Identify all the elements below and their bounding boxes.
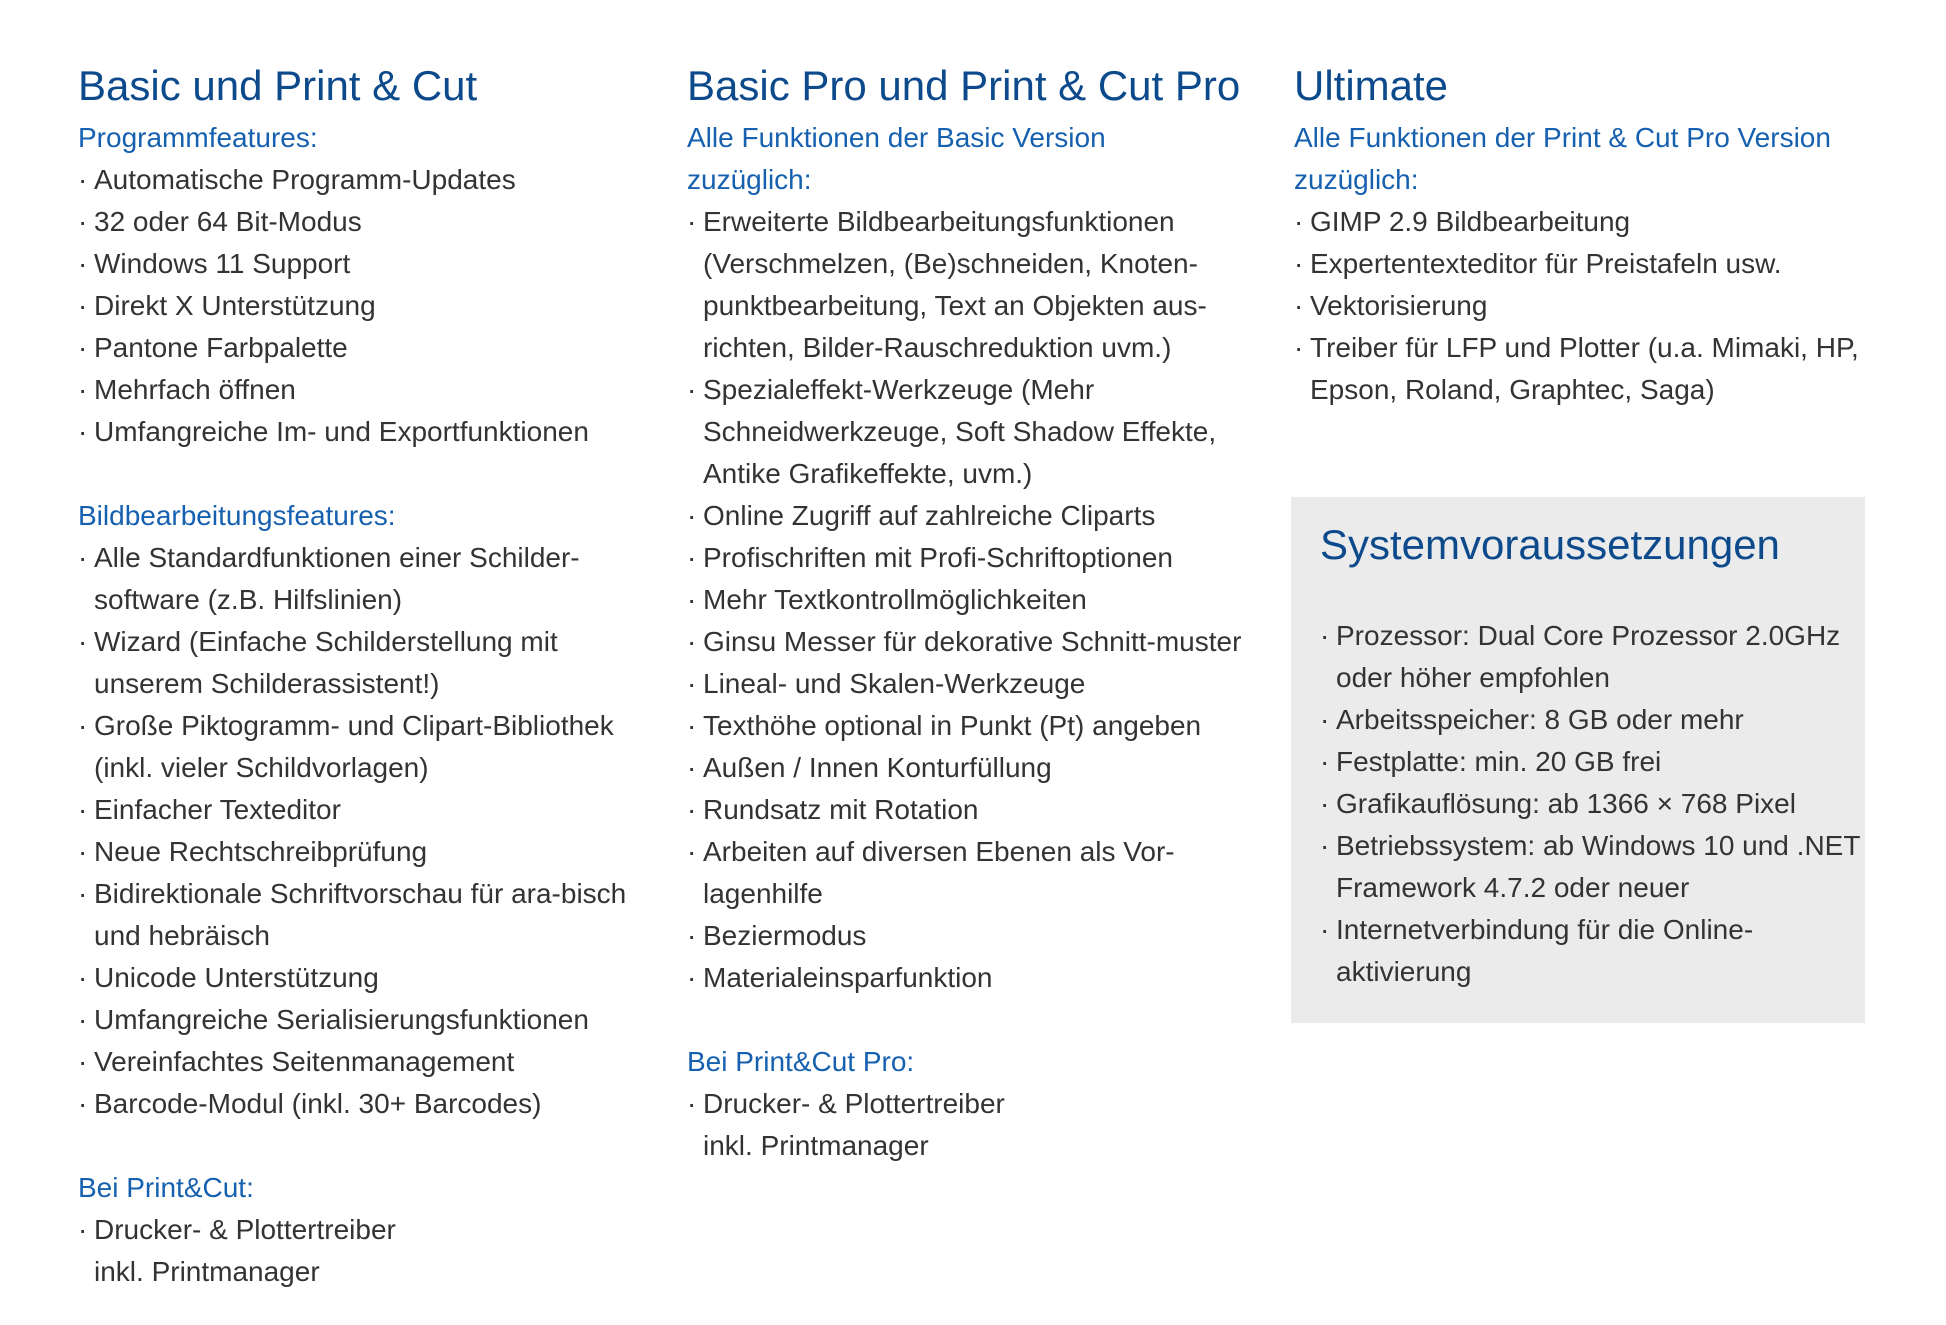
system-requirements-title: Systemvoraussetzungen — [1320, 521, 1780, 568]
list-item: · Große Piktogramm- und Clipart-Bibliothek (inkl. vieler Schildvorlagen) — [78, 705, 668, 789]
basic-printcut-heading: Bei Print&Cut: — [78, 1172, 254, 1203]
basic-image-features-heading: Bildbearbeitungsfeatures: — [78, 500, 396, 531]
list-item: · Grafikauflösung: ab 1366 × 768 Pixel — [1320, 783, 1860, 825]
list-item: · Internetverbindung für die Online-aktivierung — [1320, 909, 1860, 993]
list-item: · Online Zugriff auf zahlreiche Cliparts — [687, 495, 1267, 537]
basic-printcut-list — [78, 1209, 438, 1293]
list-item: · Arbeitsspeicher: 8 GB oder mehr — [1320, 699, 1860, 741]
system-requirements-box — [1291, 497, 1865, 1023]
list-item: · Mehr Textkontrollmöglichkeiten — [687, 579, 1267, 621]
list-item: · Festplatte: min. 20 GB frei — [1320, 741, 1860, 783]
list-item: · Spezialeffekt-Werkzeuge (Mehr Schneidwerkzeuge, Soft Shadow Effekte, Antike Grafikeffekte, uvm.) — [687, 369, 1267, 495]
pro-features-list — [687, 201, 1267, 999]
list-item: · Vereinfachtes Seitenmanagement — [78, 1041, 668, 1083]
list-item: · Pantone Farbpalette — [78, 327, 668, 369]
list-item: · Beziermodus — [687, 915, 1267, 957]
list-item: · Umfangreiche Serialisierungsfunktionen — [78, 999, 668, 1041]
pro-printcut-heading: Bei Print&Cut Pro: — [687, 1046, 915, 1077]
list-item: · Betriebssystem: ab Windows 10 und .NET Framework 4.7.2 oder neuer — [1320, 825, 1860, 909]
list-item: · Mehrfach öffnen — [78, 369, 668, 411]
list-item: · Drucker- & Plottertreiber inkl. Printmanager — [78, 1209, 438, 1293]
list-item: · Rundsatz mit Rotation — [687, 789, 1267, 831]
list-item: · Unicode Unterstützung — [78, 957, 668, 999]
list-item: · Erweiterte Bildbearbeitungsfunktionen (Verschmelzen, (Be)schneiden, Knoten-punktbearbeitung, Text an Objekten aus-richten, Bilder-Rauschreduktion uvm.) — [687, 201, 1267, 369]
list-item: · Außen / Innen Konturfüllung — [687, 747, 1267, 789]
ultimate-title: Ultimate — [1294, 62, 1449, 109]
list-item: · Treiber für LFP und Plotter (u.a. Mimaki, HP, Epson, Roland, Graphtec, Saga) — [1294, 327, 1874, 411]
ultimate-features-list — [1294, 201, 1874, 411]
list-item: · Expertentexteditor für Preistafeln usw. — [1294, 243, 1874, 285]
list-item: · Vektorisierung — [1294, 285, 1874, 327]
list-item: · Alle Standardfunktionen einer Schilder-software (z.B. Hilfslinien) — [78, 537, 668, 621]
list-item: · Arbeiten auf diversen Ebenen als Vor-lagenhilfe — [687, 831, 1267, 915]
ultimate-lead: Alle Funktionen der Print & Cut Pro Version zuzüglich: — [1294, 122, 1831, 195]
pro-lead: Alle Funktionen der Basic Version zuzüglich: — [687, 122, 1106, 195]
system-requirements-list — [1320, 615, 1860, 993]
list-item: · Profischriften mit Profi-Schriftoptionen — [687, 537, 1267, 579]
list-item: · Barcode-Modul (inkl. 30+ Barcodes) — [78, 1083, 668, 1125]
list-item: · GIMP 2.9 Bildbearbeitung — [1294, 201, 1874, 243]
list-item: · Windows 11 Support — [78, 243, 668, 285]
list-item: · Direkt X Unterstützung — [78, 285, 668, 327]
basic-program-features-list — [78, 159, 668, 453]
pro-title: Basic Pro und Print & Cut Pro — [687, 62, 1241, 109]
list-item: · Ginsu Messer für dekorative Schnitt-muster — [687, 621, 1267, 663]
basic-program-features-heading: Programmfeatures: — [78, 122, 318, 153]
list-item: · Materialeinsparfunktion — [687, 957, 1267, 999]
list-item: · 32 oder 64 Bit-Modus — [78, 201, 668, 243]
list-item: · Wizard (Einfache Schilderstellung mit unserem Schilderassistent!) — [78, 621, 668, 705]
list-item: · Neue Rechtschreibprüfung — [78, 831, 668, 873]
list-item: · Bidirektionale Schriftvorschau für ara-bisch und hebräisch — [78, 873, 668, 957]
basic-column — [78, 58, 668, 1293]
list-item: · Lineal- und Skalen-Werkzeuge — [687, 663, 1267, 705]
pro-column — [687, 58, 1287, 1167]
list-item: · Automatische Programm-Updates — [78, 159, 668, 201]
list-item: · Einfacher Texteditor — [78, 789, 668, 831]
ultimate-column — [1294, 58, 1894, 411]
list-item: · Prozessor: Dual Core Prozessor 2.0GHz oder höher empfohlen — [1320, 615, 1860, 699]
list-item: · Texthöhe optional in Punkt (Pt) angeben — [687, 705, 1267, 747]
basic-image-features-list — [78, 537, 668, 1125]
list-item: · Drucker- & Plottertreiber inkl. Printmanager — [687, 1083, 1047, 1167]
list-item: · Umfangreiche Im- und Exportfunktionen — [78, 411, 668, 453]
basic-title: Basic und Print & Cut — [78, 62, 478, 109]
pro-printcut-list — [687, 1083, 1047, 1167]
